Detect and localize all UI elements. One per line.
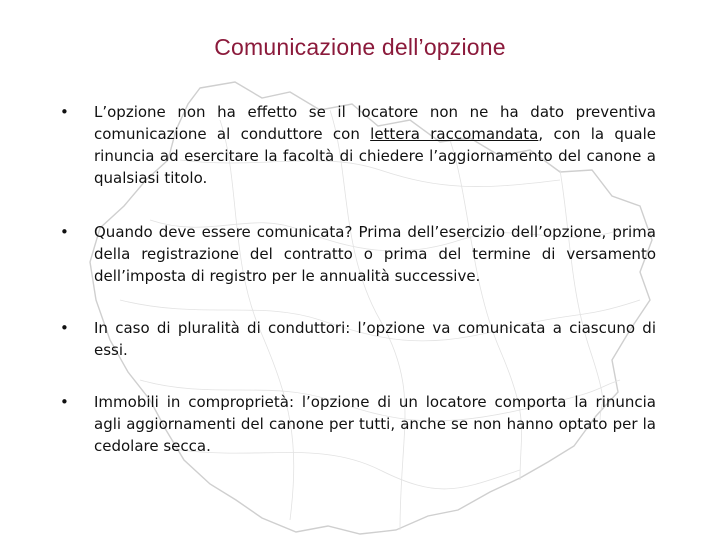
bullet-marker: • bbox=[60, 103, 69, 121]
bullet-text: L’opzione non ha effetto se il locatore non ne ha dato preventiva comunicazione al conduttore con bbox=[94, 103, 656, 143]
bullet-item bbox=[60, 101, 656, 189]
bullet-text: , con la quale rinuncia ad esercitare la facoltà di chiedere l’aggiornamento del canone a qualsiasi titolo. bbox=[94, 125, 656, 187]
bullet-item bbox=[60, 391, 656, 457]
bullet-marker: • bbox=[60, 393, 69, 411]
bullet-marker: • bbox=[60, 319, 69, 337]
slide-title: Comunicazione dell’opzione bbox=[214, 34, 506, 60]
underlined-phrase: lettera raccomandata bbox=[370, 125, 539, 143]
bullet-item bbox=[60, 221, 656, 287]
bullet-text: Immobili in comproprietà: l’opzione di un locatore comporta la rinuncia agli aggiornamenti del canone per tutti, anche se non hanno optato per la cedolare secca. bbox=[94, 393, 656, 455]
bullet-text: In caso di pluralità di conduttori: l’opzione va comunicata a ciascuno di essi. bbox=[94, 319, 656, 359]
bullet-item bbox=[60, 317, 656, 361]
bullet-text: Quando deve essere comunicata? Prima dell’esercizio dell’opzione, prima della registrazione del contratto o prima del termine di versamento dell’imposta di registro per le annualità successive. bbox=[94, 223, 656, 285]
bullet-list bbox=[60, 101, 656, 457]
bullet-marker: • bbox=[60, 223, 69, 241]
